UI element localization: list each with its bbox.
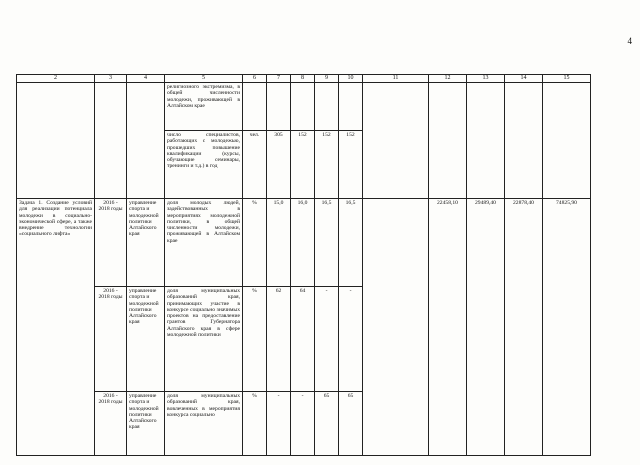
unit-cell: %: [243, 199, 267, 287]
col-header: 2: [17, 75, 95, 83]
col-header: 11: [363, 75, 429, 83]
value-cell: -: [267, 392, 291, 456]
value-cell: -: [315, 287, 339, 392]
funding-cell: 22458,10: [429, 199, 467, 456]
page-number: 4: [627, 36, 632, 46]
task-cell: Задача 1. Создание условий для реализации потенциала молодежи в социально-экономической сфере, а также внедрение технологии «социального лифта»: [17, 199, 95, 456]
value-cell: 16,5: [339, 199, 363, 287]
period-cell: 2016 - 2018 годы: [95, 199, 127, 287]
value-cell: -: [291, 392, 315, 456]
indicator-cell: религиозного экстремизма, в общей численности молодежи, проживающей в Алтайском крае: [165, 83, 243, 131]
unit-cell: %: [243, 287, 267, 392]
value-cell: 16,0: [291, 199, 315, 287]
executor-cell: управление спорта и молодежной политики Алтайского края: [127, 199, 165, 287]
col-header: 13: [467, 75, 505, 83]
period-cell: 2016 - 2018 годы: [95, 287, 127, 392]
col-header: 9: [315, 75, 339, 83]
col-header: 6: [243, 75, 267, 83]
funding-cell: 74825,90: [543, 199, 591, 456]
value-cell: 15,0: [267, 199, 291, 287]
value-cell: 16,5: [315, 199, 339, 287]
value-cell: 152: [315, 131, 339, 199]
value-cell: 64: [291, 287, 315, 392]
value-cell: 152: [291, 131, 315, 199]
col-header: 10: [339, 75, 363, 83]
col-header: 12: [429, 75, 467, 83]
indicator-cell: доля молодых людей, задействованных в мероприятиях молодежной политики, в общей численности молодежи, проживающей в Алтайском крае: [165, 199, 243, 287]
funding-cell: 29489,40: [467, 199, 505, 456]
column-numbers-row: [17, 75, 591, 83]
table-row: [17, 83, 591, 131]
funding-cell: 22878,40: [505, 199, 543, 456]
indicator-cell: число специалистов, работающих с молодежью, прошедших повышение квалификации (курсы, обучающие семинары, тренинги и т.д.) в год: [165, 131, 243, 199]
value-cell: 305: [267, 131, 291, 199]
value-cell: 65: [315, 392, 339, 456]
indicator-cell: доля муниципальных образований края, принимающих участие в конкурсе социально значимых проектов на предоставление грантов Губернатора Алтайского края в сфере молодежной политики: [165, 287, 243, 392]
col-header: 4: [127, 75, 165, 83]
unit-cell: чел.: [243, 131, 267, 199]
col-header: 3: [95, 75, 127, 83]
value-cell: 152: [339, 131, 363, 199]
table-row: [17, 199, 591, 287]
col-header: 8: [291, 75, 315, 83]
col-header: 15: [543, 75, 591, 83]
executor-cell: управление спорта и молодежной политики Алтайского края: [127, 287, 165, 392]
period-cell: 2016 - 2018 годы: [95, 392, 127, 456]
value-cell: 62: [267, 287, 291, 392]
col-header: 5: [165, 75, 243, 83]
indicator-cell: доля муниципальных образований края, вовлеченных в мероприятия конкурса социально: [165, 392, 243, 456]
col-header: 14: [505, 75, 543, 83]
unit-cell: %: [243, 392, 267, 456]
value-cell: -: [339, 287, 363, 392]
value-cell: 65: [339, 392, 363, 456]
program-table: [16, 74, 591, 456]
executor-cell: управление спорта и молодежной политики Алтайского края: [127, 392, 165, 456]
col-header: 7: [267, 75, 291, 83]
